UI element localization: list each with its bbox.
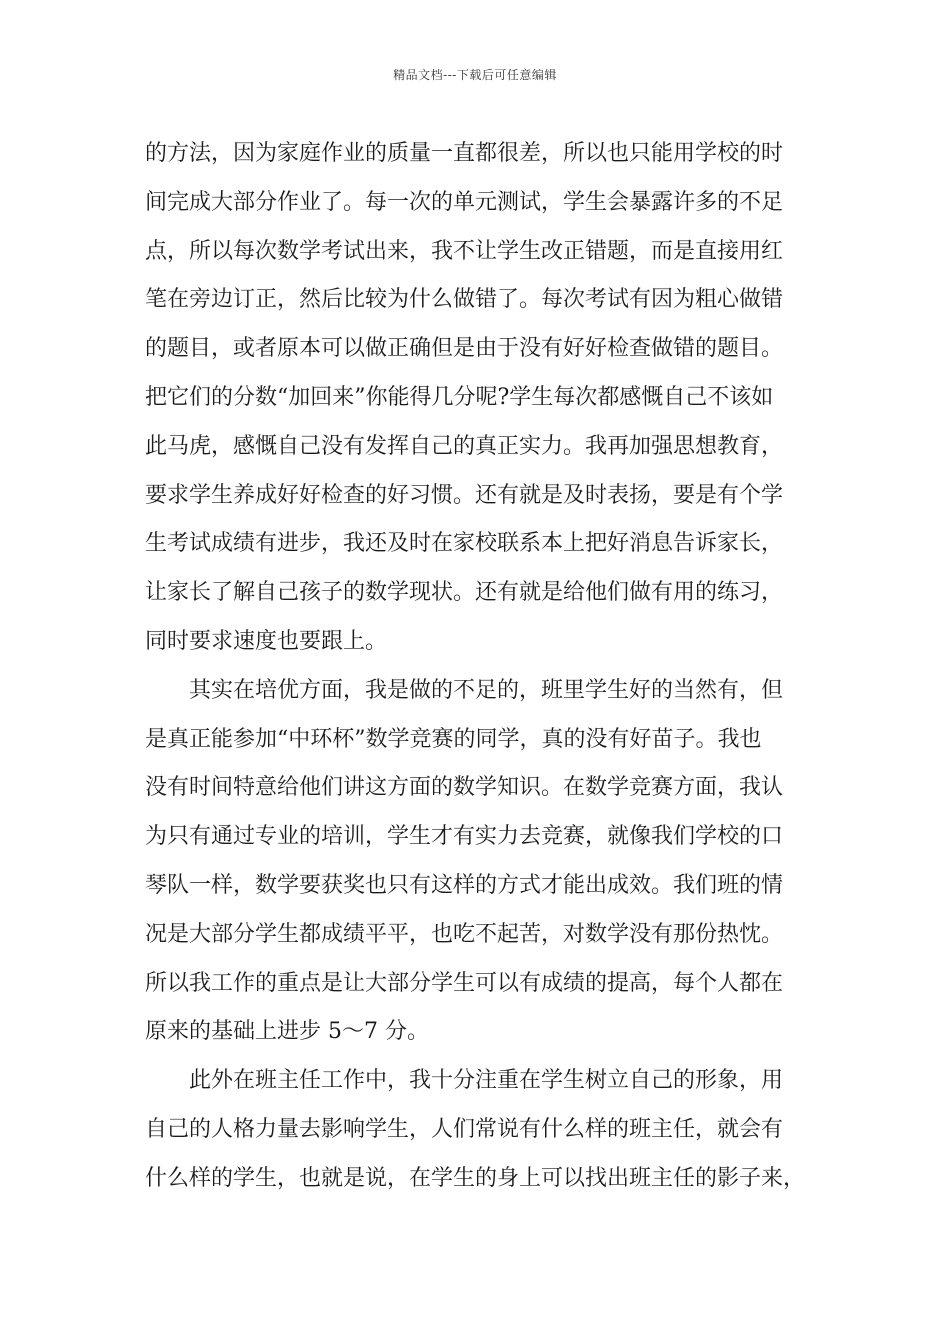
text-line: 自己的人格力量去影响学生，人们常说有什么样的班主任，就会有 — [145, 1116, 784, 1142]
paragraph — [145, 667, 810, 1057]
text-line: 同时要求速度也要跟上。 — [145, 628, 388, 654]
text-line: 什么样的学生，也就是说，在学生的身上可以找出班主任的影子来， — [145, 1165, 806, 1191]
text-line: 生考试成绩有进步，我还及时在家校联系本上把好消息告诉家长， — [145, 531, 784, 557]
text-line: 原来的基础上进步 5～7 分。 — [145, 1019, 429, 1045]
text-line: 的方法，因为家庭作业的质量一直都很差，所以也只能用学校的时 — [145, 141, 784, 166]
text-line: 此外在班主任工作中，我十分注重在学生树立自己的形象，用 — [189, 1068, 784, 1094]
page-header: 精品文档---下载后可任意编辑 — [393, 68, 557, 82]
text-line: 让家长了解自己孩子的数学现状。还有就是给他们做有用的练习， — [145, 580, 784, 606]
text-line: 其实在培优方面，我是做的不足的，班里学生好的当然有，但 — [189, 677, 784, 703]
text-line: 的题目，或者原本可以做正确但是由于没有好好检查做错的题目。 — [145, 336, 784, 362]
text-line: 要求学生养成好好检查的好习惯。还有就是及时表扬，要是有个学 — [145, 482, 784, 508]
text-line: 所以我工作的重点是让大部分学生可以有成绩的提高，每个人都在 — [145, 970, 784, 996]
text-line: 间完成大部分作业了。每一次的单元测试，学生会暴露许多的不足 — [145, 189, 784, 215]
text-line: 为只有通过专业的培训，学生才有实力去竞赛，就像我们学校的口 — [145, 824, 784, 850]
text-line: 况是大部分学生都成绩平平，也吃不起苦，对数学没有那份热忱。 — [145, 921, 784, 947]
text-line: 琴队一样，数学要获奖也只有这样的方式才能出成效。我们班的情 — [145, 872, 784, 898]
text-line: 此马虎，感慨自己没有发挥自己的真正实力。我再加强思想教育， — [145, 433, 784, 459]
text-line: 没有时间特意给他们讲这方面的数学知识。在数学竞赛方面，我认 — [145, 775, 784, 801]
document-body — [145, 130, 810, 1204]
text-line: 是真正能参加“中环杯”数学竞赛的同学，真的没有好苗子。我也 — [145, 726, 762, 752]
text-line: 把它们的分数“加回来”你能得几分呢?学生每次都感慨自己不该如 — [145, 384, 774, 410]
text-line: 笔在旁边订正，然后比较为什么做错了。每次考试有因为粗心做错 — [145, 287, 784, 313]
text-line: 点，所以每次数学考试出来，我不让学生改正错题，而是直接用红 — [145, 238, 784, 264]
paragraph — [145, 130, 810, 667]
paragraph — [145, 1057, 810, 1203]
